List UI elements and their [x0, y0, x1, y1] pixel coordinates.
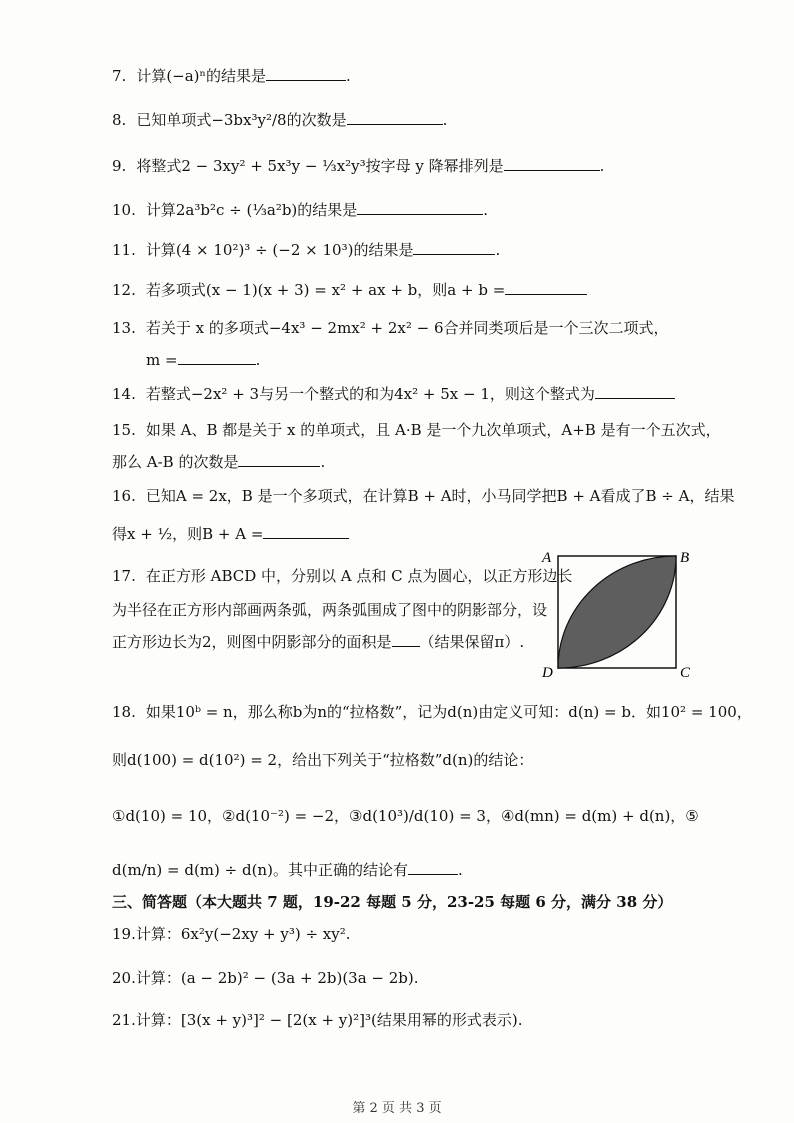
question-8: [112, 110, 447, 130]
question-9: [112, 156, 604, 176]
shaded-region: [558, 556, 676, 668]
question-number: 21.: [112, 1011, 136, 1029]
question-15: [112, 420, 721, 440]
answer-blank[interactable]: [263, 524, 349, 539]
page-footer: 第 2 页 共 3 页: [352, 1101, 442, 1116]
question-13-line-2: [146, 350, 260, 370]
question-11: [112, 240, 500, 260]
question-text: 计算：[3(x + y)³]² − [2(x + y)²]³(结果用幂的形式表示).: [135, 1011, 523, 1029]
question-number: 13.: [112, 319, 136, 337]
question-7: [112, 66, 351, 86]
question-text: 计算：6x²y(−2xy + y³) ÷ xy².: [135, 925, 351, 943]
question-text: 计算2a³b²c ÷ (⅓a²b)的结果是: [145, 201, 358, 219]
answer-blank[interactable]: [357, 200, 483, 215]
square-arcs-figure: [536, 548, 696, 680]
question-tail: .: [495, 241, 501, 259]
question-text: 已知A = 2x，B 是一个多项式，在计算B + A时，小马同学把B + A看成了B ÷ A，结果: [145, 487, 735, 505]
label-b: B: [680, 550, 690, 566]
question-number: 12.: [112, 281, 136, 299]
question-17: [112, 566, 572, 586]
label-a: A: [542, 550, 552, 566]
question-16: [112, 486, 734, 506]
question-text: d(m/n) = d(m) ÷ d(n)。其中正确的结论有: [112, 861, 408, 879]
question-10: [112, 200, 488, 220]
question-text: 则d(100) = d(10²) = 2，给出下列关于“拉格数”d(n)的结论：: [112, 751, 534, 769]
question-tail: .: [255, 351, 261, 369]
question-number: 19.: [112, 925, 136, 943]
question-text: ①d(10) = 10，②d(10⁻²) = −2，③d(10³)/d(10) = 3，④d(mn) = d(m) + d(n)，⑤: [112, 807, 699, 825]
question-text: 计算：(a − 2b)² − (3a + 2b)(3a − 2b).: [135, 969, 419, 987]
label-c: C: [680, 665, 691, 680]
question-19: [112, 924, 351, 944]
question-18: [112, 702, 752, 722]
question-tail: （结果保留π）.: [419, 633, 525, 651]
question-text: 正方形边长为2，则图中阴影部分的面积是: [112, 633, 392, 651]
question-text: 得x + ½，则B + A =: [112, 525, 264, 543]
answer-blank[interactable]: [347, 110, 443, 125]
question-number: 15.: [112, 421, 136, 439]
question-text: 为半径在正方形内部画两条弧，两条弧围成了图中的阴影部分，设: [112, 601, 548, 619]
question-text: 那么 A-B 的次数是: [112, 453, 239, 471]
question-tail: .: [483, 201, 489, 219]
question-12: [112, 280, 587, 300]
question-number: 18.: [112, 703, 136, 721]
section-3-title: 三、简答题（本大题共 7 题，19-22 每题 5 分，23-25 每题 6 分，满分 38 分）: [112, 893, 673, 911]
answer-blank[interactable]: [505, 280, 587, 295]
question-text: 已知单项式−3bx³y²/8的次数是: [136, 111, 347, 129]
question-number: 8.: [112, 111, 127, 129]
question-text: m =: [146, 351, 178, 369]
question-text: 如果10ᵇ = n，那么称b为n的“拉格数”，记为d(n)由定义可知：d(n) = b．如10² = 100，: [145, 703, 752, 721]
question-number: 10.: [112, 201, 136, 219]
question-text: 计算(4 × 10²)³ ÷ (−2 × 10³)的结果是: [145, 241, 414, 259]
question-13: [112, 318, 669, 338]
question-text: 若关于 x 的多项式−4x³ − 2mx² + 2x² − 6合并同类项后是一个三次二项式，: [145, 319, 669, 337]
question-16-line-2: [112, 524, 349, 544]
answer-blank[interactable]: [408, 860, 458, 875]
answer-blank[interactable]: [392, 632, 420, 647]
question-18-line-3: [112, 806, 699, 826]
answer-blank[interactable]: [266, 66, 346, 81]
question-14: [112, 384, 675, 404]
question-tail: .: [346, 67, 351, 85]
question-tail: .: [599, 157, 605, 175]
answer-blank[interactable]: [238, 452, 320, 467]
question-18-line-4: [112, 860, 463, 880]
question-number: 9.: [112, 157, 127, 175]
question-15-line-2: [112, 452, 325, 472]
question-17-line-3: [112, 632, 524, 652]
question-text: 若整式−2x² + 3与另一个整式的和为4x² + 5x − 1，则这个整式为: [145, 385, 595, 403]
question-tail: .: [457, 861, 463, 879]
question-text: 将整式2 − 3xy² + 5x³y − ⅓x²y³按字母 y 降幂排列是: [136, 157, 504, 175]
question-number: 16.: [112, 487, 136, 505]
answer-blank[interactable]: [595, 384, 675, 399]
question-text: 计算(−a)ⁿ的结果是: [136, 67, 267, 85]
question-text: 若多项式(x − 1)(x + 3) = x² + ax + b，则a + b =: [145, 281, 506, 299]
question-number: 7.: [112, 67, 127, 85]
question-20: [112, 968, 419, 988]
question-18-line-2: [112, 750, 533, 770]
question-tail: .: [442, 111, 448, 129]
answer-blank[interactable]: [413, 240, 495, 255]
question-text: 在正方形 ABCD 中，分别以 A 点和 C 点为圆心，以正方形边长: [145, 567, 573, 585]
question-text: 如果 A、B 都是关于 x 的单项式，且 A·B 是一个九次单项式，A+B 是有一个五次式，: [145, 421, 721, 439]
question-tail: .: [320, 453, 326, 471]
question-number: 11.: [112, 241, 136, 259]
question-21: [112, 1010, 522, 1030]
label-d: D: [542, 665, 553, 680]
question-number: 14.: [112, 385, 136, 403]
question-number: 20.: [112, 969, 136, 987]
question-number: 17.: [112, 567, 136, 585]
answer-blank[interactable]: [504, 156, 600, 171]
answer-blank[interactable]: [178, 350, 256, 365]
question-17-line-2: [112, 600, 547, 620]
